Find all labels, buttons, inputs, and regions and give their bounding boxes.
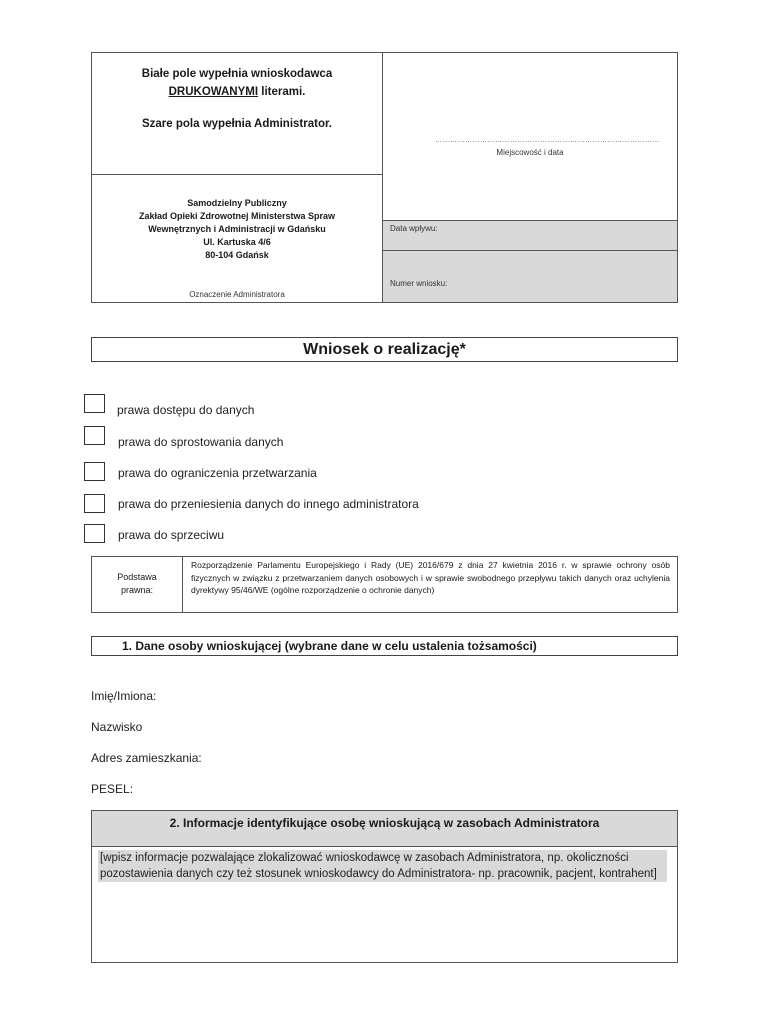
right-label-rectification: prawa do sprostowania danych <box>118 435 284 449</box>
admin-name-line: 80-104 Gdańsk <box>205 250 269 260</box>
received-date-label: Data wpływu: <box>390 224 438 233</box>
request-number-label: Numer wniosku: <box>390 279 448 288</box>
request-number-box <box>382 250 678 303</box>
checkbox-restriction[interactable] <box>84 462 105 481</box>
right-label-objection: prawa do sprzeciwu <box>118 528 225 542</box>
admin-label: Oznaczenie Administratora <box>189 290 285 299</box>
admin-name-line: Ul. Kartuska 4/6 <box>203 237 271 247</box>
section-1-title: 1. Dane osoby wnioskującej (wybrane dane w celu ustalenia tożsamości) <box>91 636 678 656</box>
pesel-field[interactable]: PESEL: <box>91 782 134 796</box>
place-date-dots: ……………………………………………………………………………… <box>435 137 660 144</box>
instruction-line-3: Szare pola wypełnia Administrator. <box>141 118 332 130</box>
identification-info-placeholder: [wpisz informacje pozwalające zlokalizować wnioskodawcę w zasobach Administratora, np. okoliczności pozostawienia danych czy też stosunek wnioskodawcy do Administratora- np. pracownik, pacjent, kontrahent] <box>98 850 667 882</box>
legal-basis-label-line-1: Podstawa <box>117 572 157 582</box>
checkbox-portability[interactable] <box>84 494 105 513</box>
admin-name-line: Wewnętrznych i Administracji w Gdańsku <box>148 224 326 234</box>
form-title: Wniosek o realizację* <box>91 337 678 362</box>
instruction-capitals: DRUKOWANYMI <box>168 86 259 98</box>
address-field[interactable]: Adres zamieszkania: <box>91 751 202 765</box>
right-label-access: prawa dostępu do danych <box>117 403 255 417</box>
legal-basis-text: Rozporządzenie Parlamentu Europejskiego i Rady (UE) 2016/679 z dnia 27 kwietnia 2016 r. w sprawie ochrony osób fizycznych w związku z przetwarzaniem danych osobowych i w sprawie swobodnego przepływu takich danych oraz uchylenia dyrektywy 95/46/WE (ogólne rozporządzenie o ochronie danych) <box>182 556 678 613</box>
instruction-letters: literami. <box>258 86 306 98</box>
legal-basis-label-line-2: prawna: <box>120 585 154 595</box>
instruction-line-2 <box>92 83 382 101</box>
right-label-restriction: prawa do ograniczenia przetwarzania <box>118 466 317 480</box>
applicant-instructions <box>91 52 383 175</box>
administrator-box <box>91 174 383 303</box>
section-2-title: 2. Informacje identyfikujące osobę wnioskującą w zasobach Administratora <box>91 810 678 847</box>
checkbox-access[interactable] <box>84 394 105 413</box>
first-name-field[interactable]: Imię/Imiona: <box>91 689 157 703</box>
place-date-box[interactable] <box>382 52 678 221</box>
identification-info-area[interactable] <box>91 846 678 963</box>
admin-name-line: Zakład Opieki Zdrowotnej Ministerstwa Spraw <box>138 211 336 221</box>
legal-basis-label <box>91 556 183 613</box>
checkbox-rectification[interactable] <box>84 426 105 445</box>
admin-name-line: Samodzielny Publiczny <box>187 198 287 208</box>
last-name-field[interactable]: Nazwisko <box>91 720 143 734</box>
right-label-portability: prawa do przeniesienia danych do innego administratora <box>118 497 419 511</box>
place-date-label: Miejscowość i data <box>496 148 564 157</box>
received-date-box <box>382 220 678 251</box>
instruction-line-1: Białe pole wypełnia wnioskodawca <box>141 68 333 80</box>
checkbox-objection[interactable] <box>84 524 105 543</box>
